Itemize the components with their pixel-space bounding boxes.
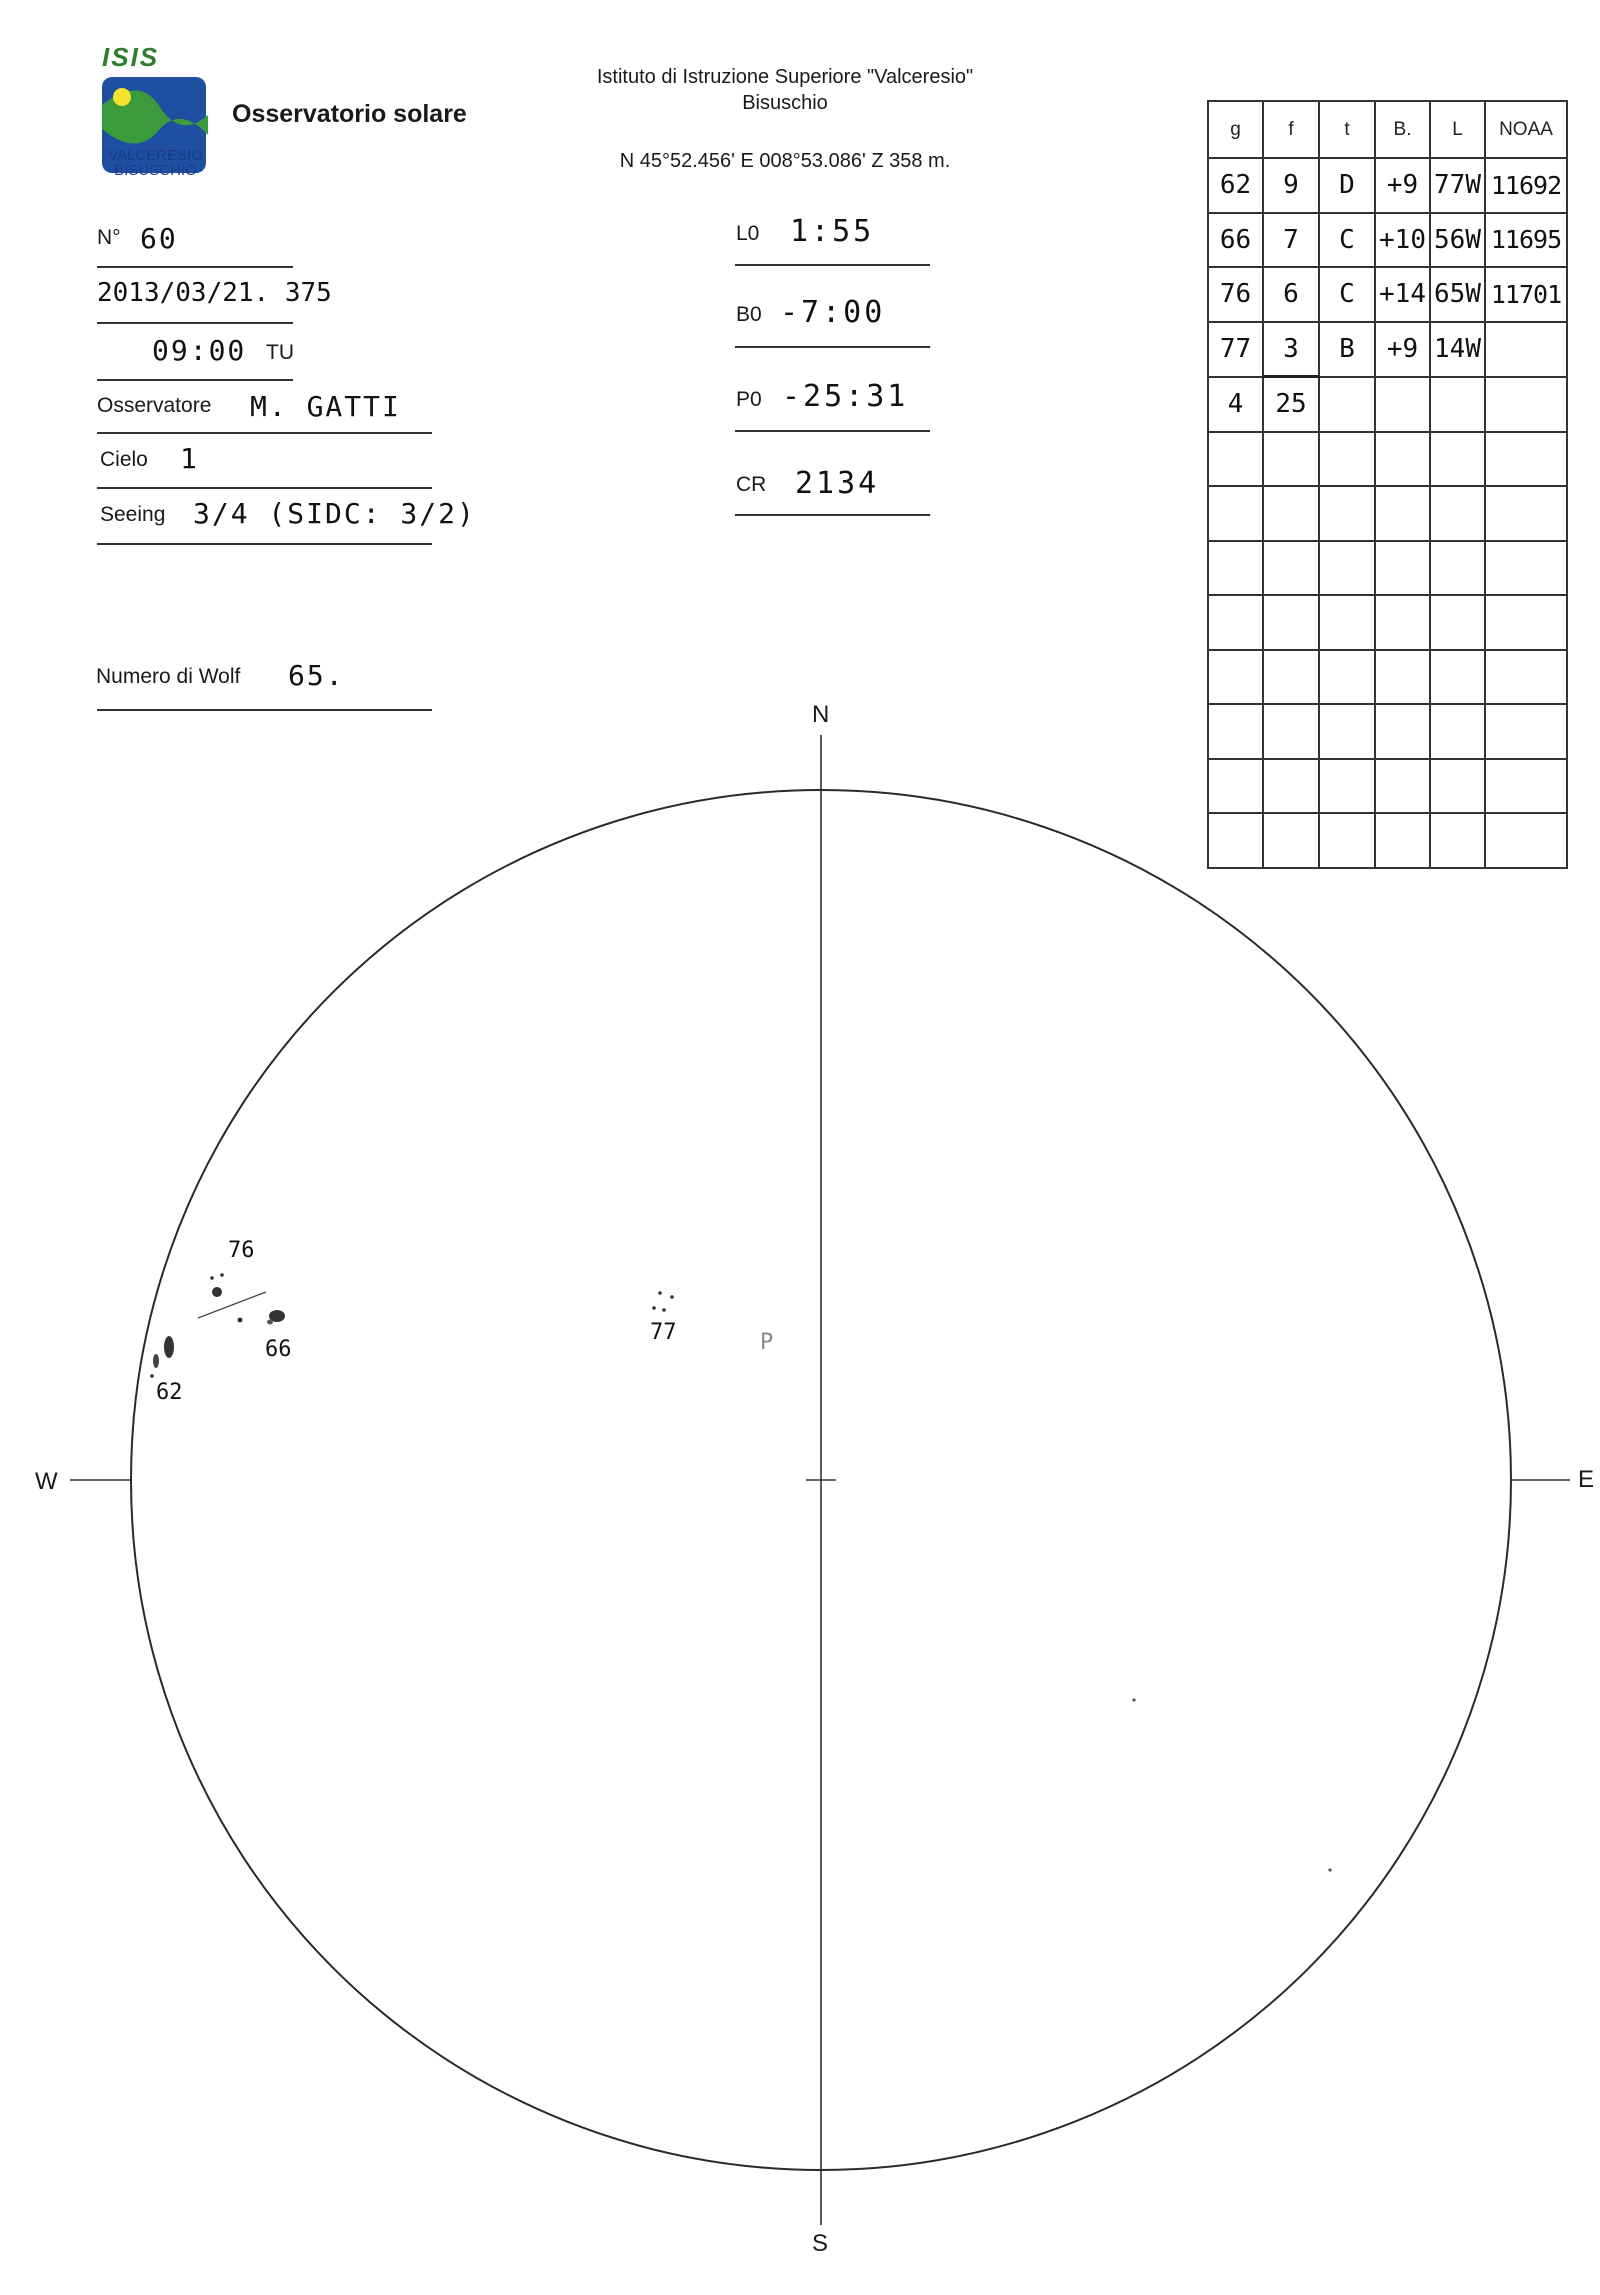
cell-g: 62 xyxy=(1208,158,1263,213)
group-axis-line xyxy=(198,1292,266,1318)
time-unit: TU xyxy=(266,341,294,364)
seeing-label: Seeing xyxy=(100,503,166,526)
col-header-noaa: NOAA xyxy=(1485,101,1567,158)
cell-f: 6 xyxy=(1263,267,1319,322)
institute-town: Bisuschio xyxy=(742,92,828,114)
wolf-label: Numero di Wolf xyxy=(96,665,241,688)
cell-f: 3 xyxy=(1263,322,1319,377)
logo-caption-line1: VALCERESIO xyxy=(108,147,203,164)
observer-label: Osservatore xyxy=(97,394,212,417)
cell-g: 4 xyxy=(1208,377,1263,432)
cell-l: 77W xyxy=(1430,158,1485,213)
cr-label: CR xyxy=(736,473,767,496)
cell-g: 77 xyxy=(1208,322,1263,377)
b0-value: -7:00 xyxy=(780,295,886,330)
cell-t: B xyxy=(1319,322,1375,377)
p0-value: -25:31 xyxy=(782,379,909,414)
north-label: N xyxy=(812,701,830,728)
sunspot xyxy=(670,1295,674,1299)
site-coordinates: N 45°52.456' E 008°53.086' Z 358 m. xyxy=(619,150,951,172)
cell-t: D xyxy=(1319,158,1375,213)
dust-speck xyxy=(1132,1698,1135,1701)
sunspot xyxy=(210,1276,214,1280)
cell-t: C xyxy=(1319,213,1375,268)
sunspot xyxy=(652,1306,656,1310)
wolf-value: 65. xyxy=(288,659,345,692)
number-label: N° xyxy=(97,226,121,249)
sunspot xyxy=(220,1273,224,1277)
sunspot xyxy=(238,1318,243,1323)
cell-b: +9 xyxy=(1375,158,1430,213)
sky-value: 1 xyxy=(180,442,199,475)
cell-b: +14 xyxy=(1375,267,1430,322)
cell-b: +10 xyxy=(1375,213,1430,268)
sunspot xyxy=(150,1374,154,1378)
p0-label: P0 xyxy=(736,388,762,411)
l0-value: 1:55 xyxy=(790,214,875,249)
sunspot xyxy=(212,1287,222,1297)
group-label-76: 76 xyxy=(228,1238,255,1263)
logo-isis-text: ISIS xyxy=(102,42,160,72)
time-value: 09:00 xyxy=(152,334,247,367)
cell-f: 25 xyxy=(1263,377,1319,432)
observer-value: M. GATTI xyxy=(250,390,401,423)
sunspot xyxy=(164,1336,174,1358)
institute-name: Istituto di Istruzione Superiore "Valceresio" xyxy=(596,66,974,88)
l0-label: L0 xyxy=(736,222,760,245)
seeing-value: 3/4 (SIDC: 3/2) xyxy=(193,497,476,530)
date-value: 2013/03/21. 375 xyxy=(97,278,332,308)
pole-mark: P xyxy=(760,1330,774,1355)
col-header-l: L xyxy=(1430,101,1485,158)
col-header-b: B. xyxy=(1375,101,1430,158)
cell-f: 9 xyxy=(1263,158,1319,213)
sky-label: Cielo xyxy=(100,448,148,471)
sunspot xyxy=(153,1354,159,1368)
south-label: S xyxy=(812,2230,829,2257)
sunspot xyxy=(658,1291,662,1295)
cell-noaa: 11692 xyxy=(1485,158,1567,213)
group-label-62: 62 xyxy=(156,1380,183,1405)
observatory-title: Osservatorio solare xyxy=(232,100,467,128)
sunspot xyxy=(267,1320,273,1325)
cell-l: 65W xyxy=(1430,267,1485,322)
cr-value: 2134 xyxy=(795,466,880,501)
cell-noaa: 11701 xyxy=(1485,267,1567,322)
group-label-66: 66 xyxy=(265,1337,292,1362)
cell-b: +9 xyxy=(1375,322,1430,377)
cell-f: 7 xyxy=(1263,213,1319,268)
cell-l: 14W xyxy=(1430,322,1485,377)
b0-label: B0 xyxy=(736,303,762,326)
cell-noaa: 11695 xyxy=(1485,213,1567,268)
dust-speck xyxy=(1328,1868,1331,1871)
cell-g: 66 xyxy=(1208,213,1263,268)
group-label-77: 77 xyxy=(650,1320,677,1345)
number-value: 60 xyxy=(140,222,178,255)
east-label: E xyxy=(1578,1466,1595,1493)
logo-caption-line2: BISUSCHIO xyxy=(114,162,197,179)
west-label: W xyxy=(35,1468,58,1495)
col-header-f: f xyxy=(1263,101,1319,158)
sunspot xyxy=(662,1308,666,1312)
col-header-t: t xyxy=(1319,101,1375,158)
cell-t: C xyxy=(1319,267,1375,322)
col-header-g: g xyxy=(1208,101,1263,158)
cell-g: 76 xyxy=(1208,267,1263,322)
cell-l: 56W xyxy=(1430,213,1485,268)
